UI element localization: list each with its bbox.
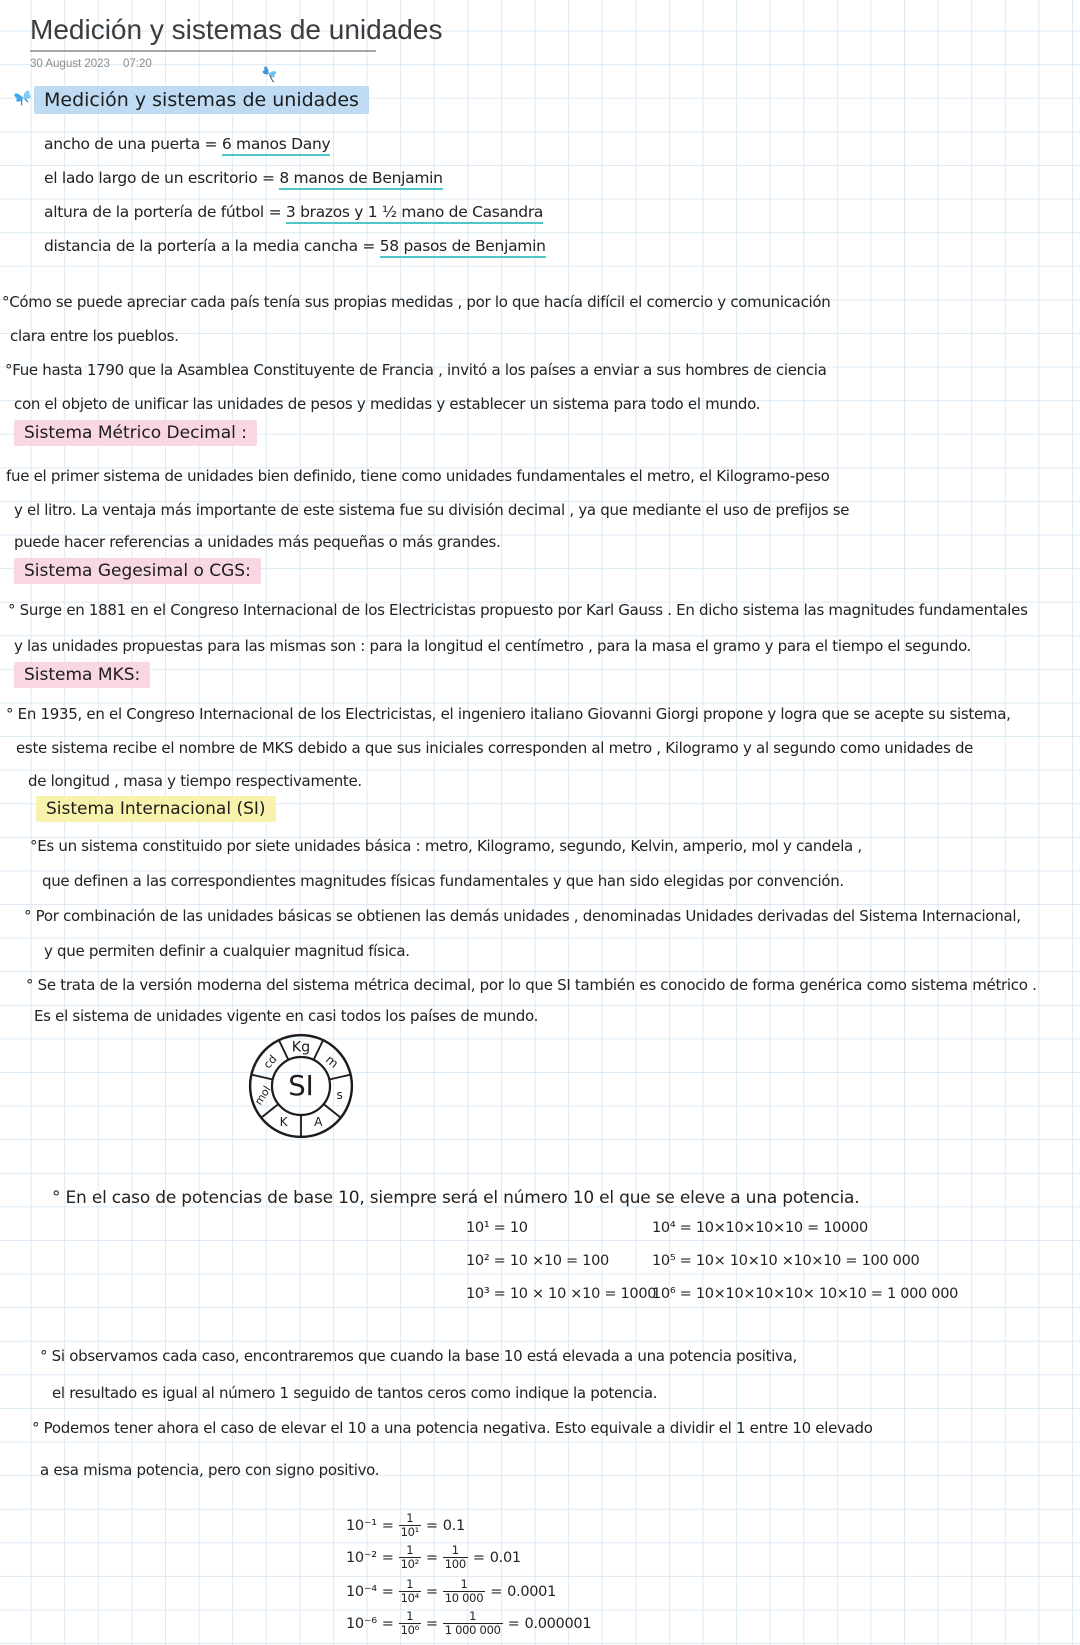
fraction-denominator: 10 000	[444, 1591, 484, 1606]
power-line: 10³ = 10 × 10 ×10 = 1000	[466, 1286, 657, 1302]
paragraph-line: de longitud , masa y tiempo respectivamente.	[28, 772, 362, 790]
measurement-prefix: distancia de la portería a la media cancha =	[44, 237, 380, 255]
fraction	[443, 1610, 503, 1637]
measurement-value: 3 brazos y 1 ½ mano de Casandra	[286, 203, 543, 224]
equals-sign: =	[381, 1583, 394, 1600]
negative-power-row	[346, 1578, 556, 1605]
power-term: 10⁻²	[346, 1549, 377, 1566]
measurement-line	[44, 200, 543, 224]
section-heading-cgs: Sistema Gegesimal o CGS:	[14, 558, 261, 584]
section-heading-si: Sistema Internacional (SI)	[36, 796, 276, 822]
si-unit-label: m	[322, 1052, 342, 1071]
page-title: Medición y sistemas de unidades	[30, 14, 443, 45]
measurement-prefix: ancho de una puerta =	[44, 135, 222, 153]
si-center-label: SI	[288, 1070, 314, 1103]
si-unit-label: K	[279, 1115, 288, 1130]
si-unit-label: A	[314, 1115, 323, 1130]
power-line: 10¹ = 10	[466, 1220, 528, 1236]
title-divider	[30, 50, 376, 52]
equals-sign: =	[381, 1517, 394, 1534]
fraction	[399, 1512, 421, 1539]
fraction-numerator: 1	[406, 1543, 414, 1557]
fraction-numerator: 1	[460, 1577, 468, 1591]
measurement-line	[44, 234, 546, 258]
equals-sign: =	[425, 1615, 438, 1632]
power-line: 10⁵ = 10× 10×10 ×10×10 = 100 000	[652, 1253, 920, 1269]
si-unit-label: s	[336, 1088, 343, 1103]
paragraph-line: ° Surge en 1881 en el Congreso Internacional de los Electricistas propuesto por Karl Gauss . En dicho sistema las magnitudes fundamentales	[8, 601, 1028, 619]
fraction-numerator: 1	[406, 1609, 414, 1623]
paragraph-line: °Cómo se puede apreciar cada país tenía sus propias medidas , por lo que hacía difícil el comercio y comunicación	[2, 293, 831, 311]
equals-sign: =	[381, 1615, 394, 1632]
measurement-value: 58 pasos de Benjamin	[380, 237, 546, 258]
paragraph-line: ° Podemos tener ahora el caso de elevar el 10 a una potencia negativa. Esto equivale a dividir el 1 entre 10 elevado	[32, 1419, 873, 1437]
negative-power-row	[346, 1544, 521, 1571]
equals-sign: =	[425, 1583, 438, 1600]
si-unit-label: Kg	[291, 1039, 311, 1056]
paragraph-line: fue el primer sistema de unidades bien definido, tiene como unidades fundamentales el metro, el Kilogramo-peso	[6, 467, 830, 485]
powers-intro-line: ° En el caso de potencias de base 10, siempre será el número 10 el que se eleve a una potencia.	[52, 1188, 860, 1208]
si-units-wheel-diagram	[245, 1030, 357, 1142]
paragraph-line: el resultado es igual al número 1 seguido de tantos ceros como indique la potencia.	[52, 1384, 658, 1402]
fraction	[443, 1544, 468, 1571]
paragraph-line: y el litro. La ventaja más importante de este sistema fue su división decimal , ya que mediante el uso de prefijos se	[14, 501, 850, 519]
fraction-denominator: 10⁶	[400, 1623, 419, 1638]
paragraph-line: ° En 1935, en el Congreso Internacional de los Electricistas, el ingeniero italiano Giovanni Giorgi propone y logra que se acepte su sistema,	[6, 705, 1011, 723]
power-line: 10² = 10 ×10 = 100	[466, 1253, 609, 1269]
fraction	[399, 1544, 421, 1571]
paragraph-line: que definen a las correspondientes magnitudes físicas fundamentales y que han sido elegidas por convención.	[42, 872, 844, 890]
fraction-denominator: 10⁴	[400, 1591, 419, 1606]
paragraph-line: con el objeto de unificar las unidades de pesos y medidas y establecer un sistema para todo el mundo.	[14, 395, 761, 413]
paragraph-line: a esa misma potencia, pero con signo positivo.	[40, 1461, 380, 1479]
si-unit-label: mol	[252, 1083, 274, 1108]
fraction-numerator: 1	[451, 1543, 459, 1557]
power-result: 0.1	[442, 1517, 465, 1534]
fraction-numerator: 1	[406, 1511, 414, 1525]
power-term: 10⁻¹	[346, 1517, 377, 1534]
equals-sign: =	[425, 1517, 438, 1534]
power-line: 10⁶ = 10×10×10×10× 10×10 = 1 000 000	[652, 1286, 959, 1302]
measurement-prefix: altura de la portería de fútbol =	[44, 203, 286, 221]
paragraph-line: ° Si observamos cada caso, encontraremos que cuando la base 10 está elevada a una potencia positiva,	[40, 1347, 798, 1365]
power-term: 10⁻⁶	[346, 1615, 377, 1632]
fraction	[399, 1610, 421, 1637]
paragraph-line: y que permiten definir a cualquier magnitud física.	[44, 942, 410, 960]
power-term: 10⁻⁴	[346, 1583, 377, 1600]
section-heading-metric: Sistema Métrico Decimal :	[14, 420, 257, 446]
power-result: 0.000001	[524, 1615, 592, 1632]
note-time: 07:20	[123, 58, 152, 70]
fraction-numerator: 1	[406, 1577, 414, 1591]
equals-sign: =	[490, 1583, 503, 1600]
power-result: 0.0001	[507, 1583, 557, 1600]
power-result: 0.01	[489, 1549, 521, 1566]
paragraph-line: clara entre los pueblos.	[10, 327, 179, 345]
paragraph-line: Es el sistema de unidades vigente en casi todos los países de mundo.	[34, 1007, 539, 1025]
paragraph-line: puede hacer referencias a unidades más pequeñas o más grandes.	[14, 533, 501, 551]
paragraph-line: ° Se trata de la versión moderna del sistema métrica decimal, por lo que SI también es conocido de forma genérica como sistema métrico .	[26, 976, 1037, 994]
measurement-value: 6 manos Dany	[222, 135, 331, 156]
negative-power-row	[346, 1610, 591, 1637]
note-heading-highlight: Medición y sistemas de unidades	[34, 86, 369, 114]
power-line: 10⁴ = 10×10×10×10 = 10000	[652, 1220, 868, 1236]
measurement-value: 8 manos de Benjamin	[279, 169, 442, 190]
fraction	[443, 1578, 485, 1605]
paragraph-line: °Es un sistema constituido por siete unidades básica : metro, Kilogramo, segundo, Kelvin, amperio, mol y candela ,	[30, 837, 862, 855]
si-unit-label: cd	[261, 1052, 280, 1072]
measurement-line	[44, 166, 443, 190]
measurement-line	[44, 132, 330, 156]
paragraph-line: ° Por combinación de las unidades básicas se obtienen las demás unidades , denominadas Unidades derivadas del Sistema Internacional,	[24, 907, 1021, 925]
fraction-denominator: 100	[444, 1557, 466, 1572]
measurement-prefix: el lado largo de un escritorio =	[44, 169, 280, 187]
note-date: 30 August 2023	[30, 58, 110, 70]
fraction-denominator: 10¹	[400, 1525, 419, 1540]
fraction	[399, 1578, 421, 1605]
paragraph-line: °Fue hasta 1790 que la Asamblea Constituyente de Francia , invitó a los países a enviar a sus hombres de ciencia	[5, 361, 827, 379]
equals-sign: =	[472, 1549, 485, 1566]
paragraph-line: este sistema recibe el nombre de MKS debido a que sus iniciales corresponden al metro , Kilogramo y al segundo como unidades de	[16, 739, 974, 757]
section-heading-mks: Sistema MKS:	[14, 662, 150, 688]
negative-power-row	[346, 1512, 465, 1539]
fraction-numerator: 1	[469, 1609, 477, 1623]
equals-sign: =	[425, 1549, 438, 1566]
fraction-denominator: 1 000 000	[444, 1623, 501, 1638]
paragraph-line: y las unidades propuestas para las mismas son : para la longitud el centímetro , para la masa el gramo y para el tiempo el segundo.	[14, 637, 972, 655]
fraction-denominator: 10²	[400, 1557, 419, 1572]
equals-sign: =	[381, 1549, 394, 1566]
equals-sign: =	[507, 1615, 520, 1632]
